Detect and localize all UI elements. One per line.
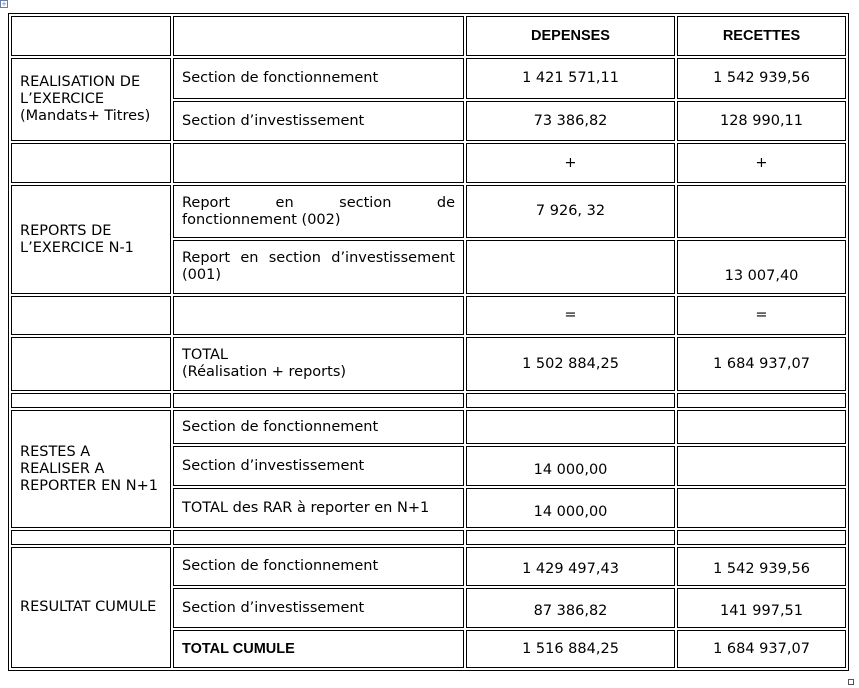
recettes-cell: 1 542 939,56 [677,547,846,586]
table-row [11,185,846,238]
rar-label: RESTES A REALISER A REPORTER EN N+1 [11,410,171,528]
depenses-cell: 1 502 884,25 [466,337,675,391]
budget-table [8,13,849,671]
table-row [11,410,846,444]
total-cumule-label: TOTAL CUMULE [173,630,464,668]
reports-label: REPORTS DE L’EXERCICE N-1 [11,185,171,294]
depenses-cell: 87 386,82 [466,588,675,628]
recettes-cell: 1 684 937,07 [677,630,846,668]
section-cell [173,185,464,238]
plus-recettes: + [677,143,846,183]
depenses-cell: 1 516 884,25 [466,630,675,668]
equal-depenses: = [466,296,675,335]
depenses-cell: 73 386,82 [466,101,675,141]
empty-cell [173,143,464,183]
section-cell [173,337,464,391]
header-row [11,16,846,56]
resize-handle-icon[interactable] [848,679,854,685]
depenses-cell: 1 429 497,43 [466,547,675,586]
empty-cell [466,530,675,545]
depenses-cell: 1 421 571,11 [466,58,675,99]
empty-cell [11,530,171,545]
table-row [11,58,846,99]
empty-cell [173,530,464,545]
recettes-cell: 128 990,11 [677,101,846,141]
empty-cell [11,143,171,183]
realisation-label: REALISATION DE L’EXERCICE (Mandats+ Titres) [11,58,171,141]
depenses-cell [466,240,675,294]
section-cell: Section de fonctionnement [173,410,464,444]
recettes-cell [677,185,846,238]
recettes-cell [677,410,846,444]
depenses-cell: 14 000,00 [466,446,675,486]
empty-cell [466,393,675,408]
header-empty-cell [11,16,171,56]
total-line: (Réalisation + reports) [182,364,347,380]
depenses-cell: 14 000,00 [466,488,675,528]
section-cell: Report en section d’investissement (001) [173,240,464,294]
header-recettes: RECETTES [677,16,846,56]
empty-cell [11,337,171,391]
spacer-row [11,393,846,408]
total-line: TOTAL [182,347,228,363]
empty-cell [11,296,171,335]
section-line: fonctionnement (002) [182,211,341,228]
section-cell: Section d’investissement [173,446,464,486]
header-depenses: DEPENSES [466,16,675,56]
depenses-cell [466,410,675,444]
move-handle-icon[interactable]: + [1,0,7,8]
empty-cell [173,393,464,408]
section-cell: TOTAL des RAR à reporter en N+1 [173,488,464,528]
recettes-cell: 1 542 939,56 [677,58,846,99]
recettes-cell: 1 684 937,07 [677,337,846,391]
recettes-cell: 13 007,40 [677,240,846,294]
operator-row [11,296,846,335]
table-row [11,547,846,586]
section-cell: Section d’investissement [173,101,464,141]
empty-cell [173,296,464,335]
section-cell: Section d’investissement [173,588,464,628]
empty-cell [677,530,846,545]
empty-cell [11,393,171,408]
section-cell: Section de fonctionnement [173,58,464,99]
cumule-label: RESULTAT CUMULE [11,547,171,668]
recettes-cell [677,446,846,486]
section-cell: Section de fonctionnement [173,547,464,586]
header-empty-cell [173,16,464,56]
depenses-cell: 7 926, 32 [466,185,675,238]
equal-recettes: = [677,296,846,335]
spacer-row [11,530,846,545]
recettes-cell: 141 997,51 [677,588,846,628]
operator-row [11,143,846,183]
section-line: Report en section de [182,194,455,211]
plus-depenses: + [466,143,675,183]
empty-cell [677,393,846,408]
recettes-cell [677,488,846,528]
total-row [11,337,846,391]
